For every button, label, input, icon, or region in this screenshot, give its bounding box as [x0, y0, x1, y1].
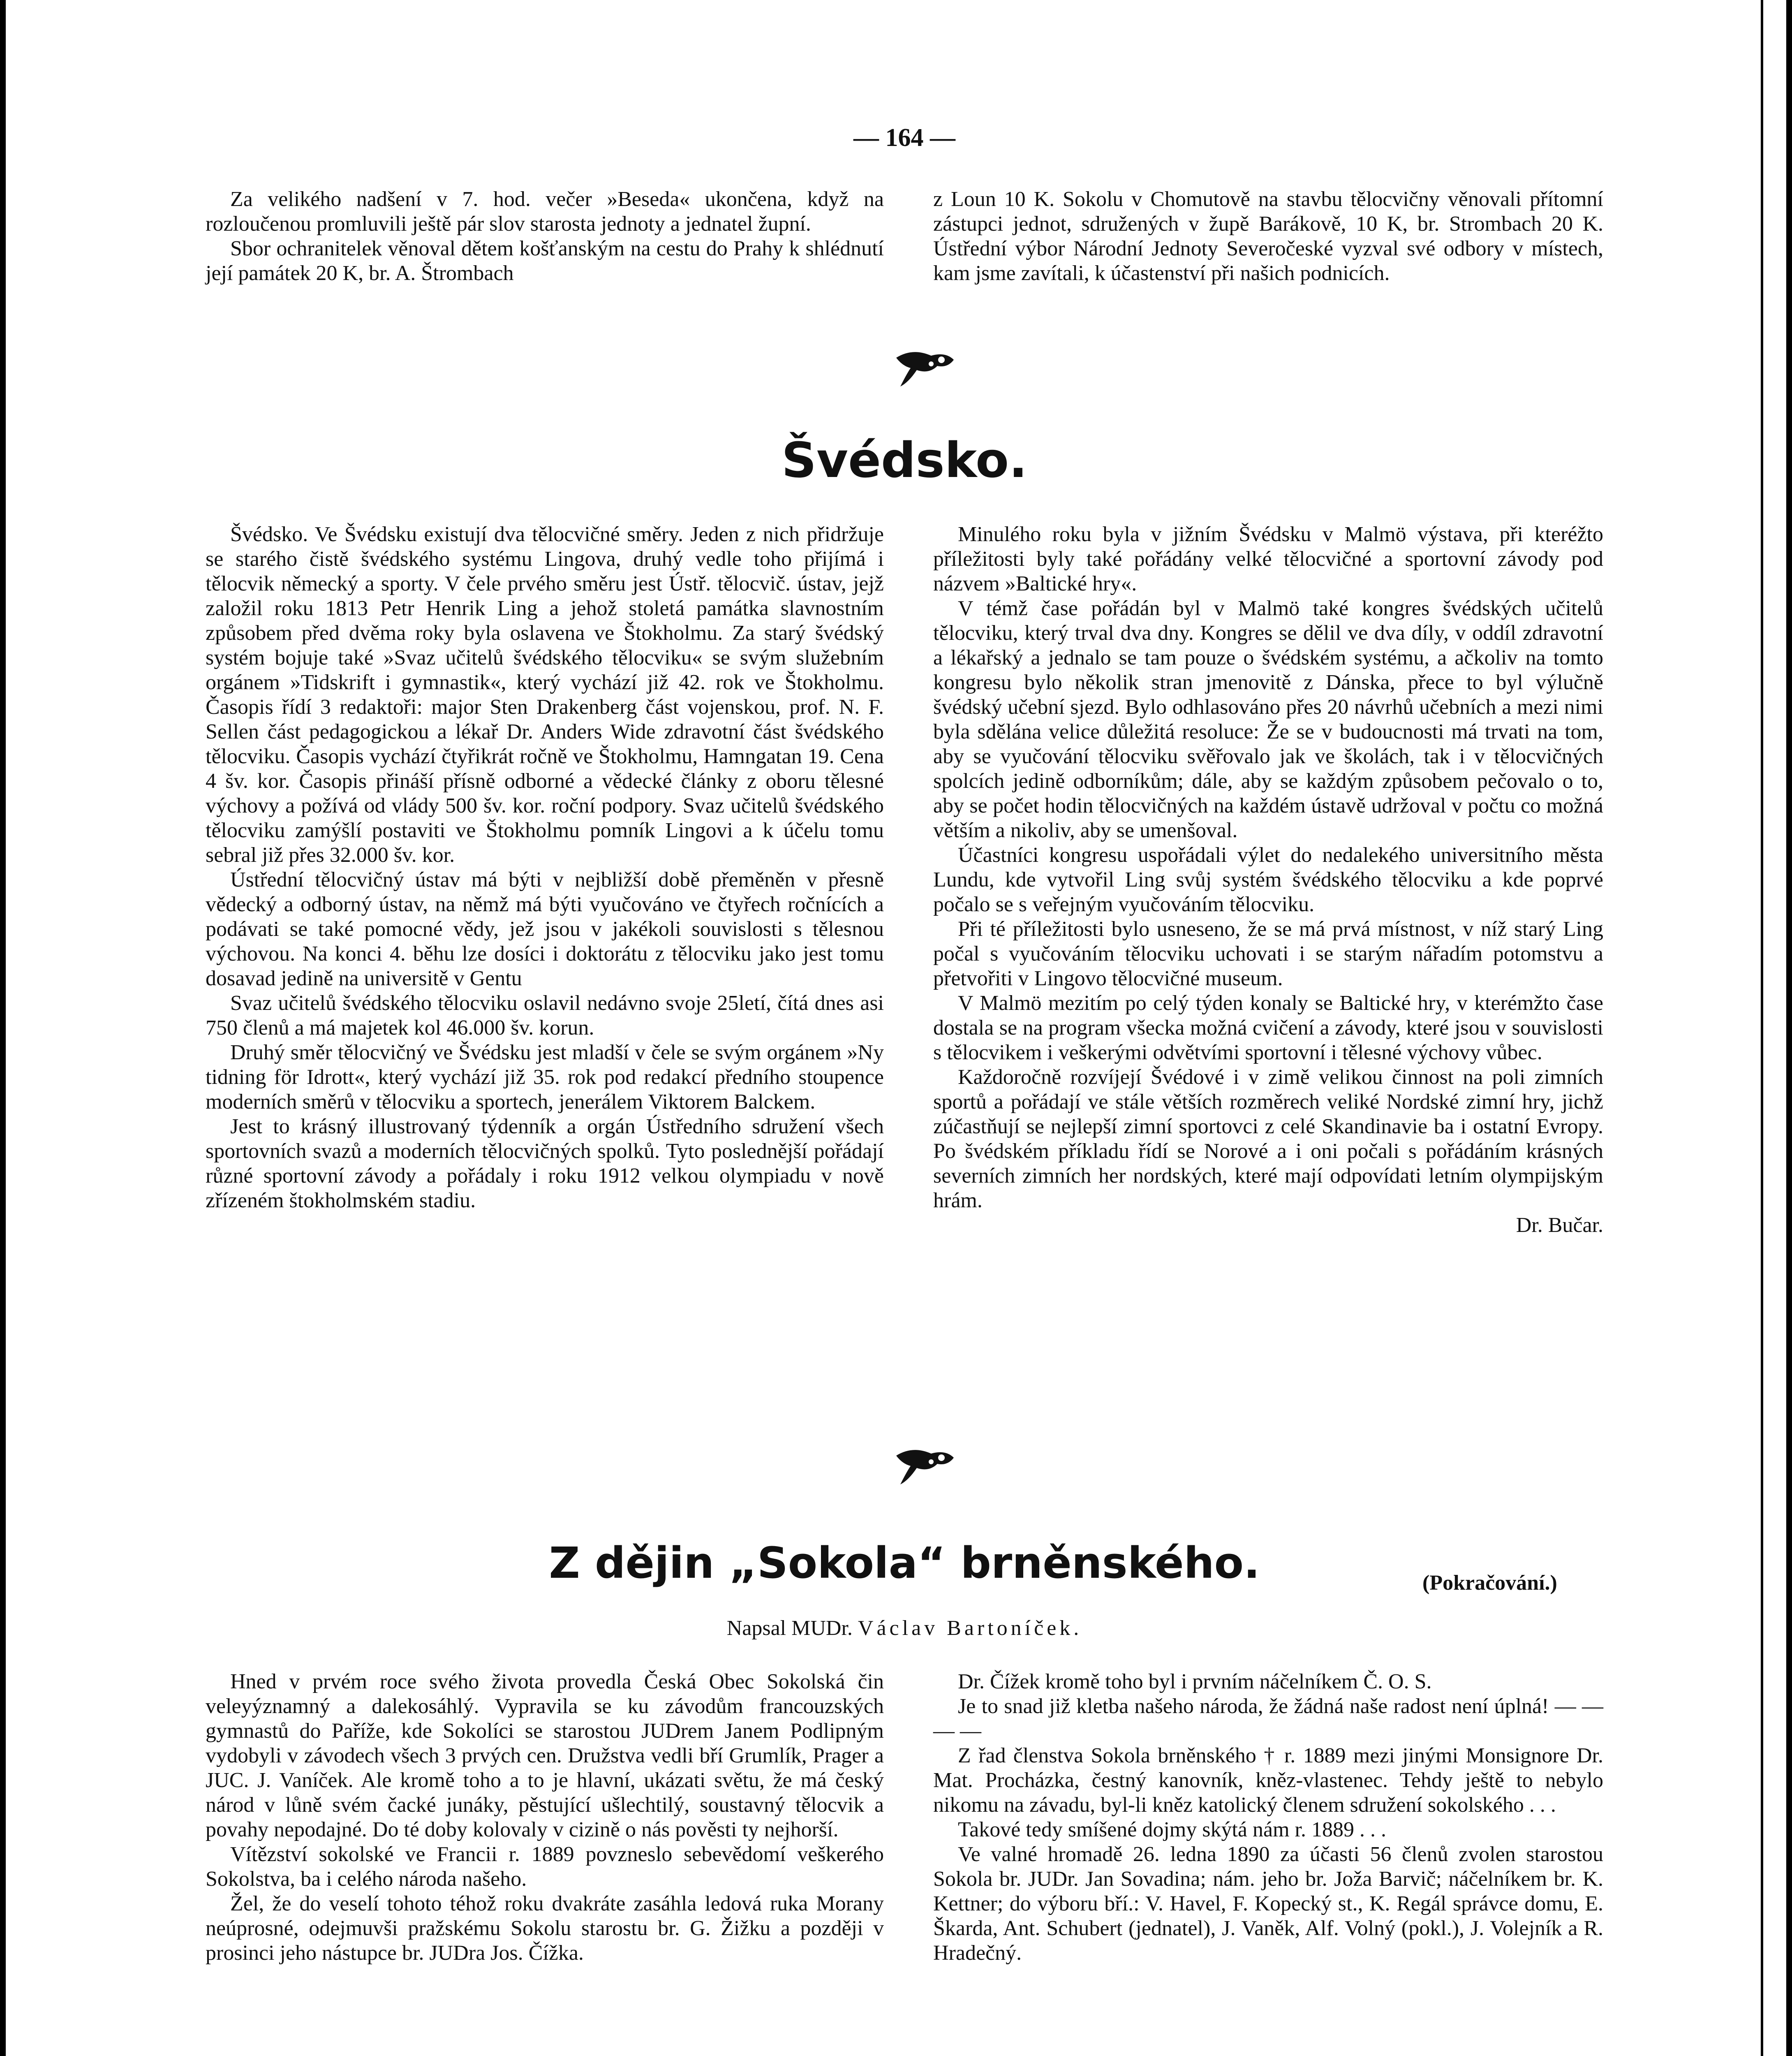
paragraph: Hned v prvém roce svého života provedla Česká Obec Sokolská čin veleyýznamný a dalekosáhlý. Vypravila se ku závodům francouzských gymnastů do Paříže, kde Sokolíci se starostou JUDrem Janem Podlipným vydobyli v závodech všech 3 prvých cen. Družstva vedli bří Grumlík, Prager a JUC. J. Vaníček. Ale kromě toho a to je hlavní, ukázati světu, že má český národ v lůně svém čacké junáky, pěstující ušlechtilý, soustavný tělocvik a povahy nepodajné. Do té doby kolovaly v cizině o nás pověsti ty nejhorší. [206, 1670, 884, 1841]
paragraph: Účastníci kongresu uspořádali výlet do nedalekého universitního města Lundu, kde vytvořil Ling svůj systém švédského tělocviku a kde poprvé počalo se s veřejným vyučováním tělocviku. [933, 843, 1603, 916]
sokol-ornament-icon [892, 1443, 958, 1489]
paragraph: Při té příležitosti bylo usneseno, že se má prvá místnost, v níž starý Ling počal s vyučováním tělocviku uchovati i se starým nářadím potomstvu a přetvořiti v Lingovo tělocvičné museum. [933, 917, 1603, 990]
paragraph: Dr. Čížek kromě toho byl i prvním náčelníkem Č. O. S. [958, 1670, 1432, 1693]
paragraph: Jest to krásný illustrovaný týdenník a orgán Ústředního sdružení všech sportovních svazů a moderních tělocvičných spolků. Tyto poslednější pořádají různé sportovní závody a pořádaly i roku 1912 velkou olympiadu v nově zřízeném štokholmském stadiu. [206, 1115, 884, 1212]
signature: Dr. Bučar. [1516, 1213, 1603, 1237]
paragraph: Každoročně rozvíjejí Švédové i v zimě velikou činnost na poli zimních sportů a pořádají ve stále větších rozměrech veliké Nordské zimní hry, jichž zúčastňují se nejlepší zimní sportovci z celé Skandinavie ba i ostatní Evropy. Po švédském příkladu řídí se Norové a i oni počali s pořádáním krásných severních zimních her nordských, které mají odpovídati letním olympijským hrám. [933, 1065, 1603, 1212]
paragraph: Švédsko. Ve Švédsku existují dva tělocvičné směry. Jeden z nich přidržuje se starého čistě švédského systému Lingova, druhý vedle toho přijímá i tělocvik německý a sporty. V čele prvého směru jest Ústř. tělocvič. ústav, jejž založil roku 1813 Petr Henrik Ling a jehož stoletá památka slavnostním způsobem před dvěma roky byla oslavena ve Štokholmu. Za starý švédský systém bojuje také »Svaz učitelů švédského tělocviku« se svým služebním orgánem »Tidskrift i gymnastik«, který vychází již 42. rok ve Štokholmu. Časopis řídí 3 redaktoři: major Sten Drakenberg část vojenskou, prof. N. F. Sellen část pedagogickou a lékař Dr. Anders Wide zdravotní část švédského tělocviku. Časopis vychází čtyřikrát ročně ve Štokholmu, Hamngatan 19. Cena 4 šv. kor. Časopis přináší přísně odborné a vědecké články z oboru tělesné výchovy a požívá od vlády 500 šv. kor. roční podpory. Svaz učitelů švédského tělocviku zamýšlí postaviti ve Štokholmu pomník Lingovi a k účelu tomu sebral již přes 32.000 šv. kor. [206, 523, 884, 867]
continued-note: (Pokračování.) [1422, 1571, 1557, 1595]
paragraph: Ve valné hromadě 26. ledna 1890 za účasti 56 členů zvolen starostou Sokola br. JUDr. Jan Sovadina; nám. jeho br. Joža Barvič; náčelníkem br. K. Kettner; do výboru bří.: V. Havel, F. Kopecký st., K. Regál správce domu, E. Škarda, Ant. Schubert (jednatel), J. Vaněk, Alf. Volný (pokl.), J. Volejník a R. Hradečný. [933, 1843, 1603, 1965]
paragraph: Svaz učitelů švédského tělocviku oslavil nedávno svoje 25letí, čítá dnes asi 750 členů a má majetek kol 46.000 šv. korun. [206, 991, 884, 1040]
paragraph: V témž čase pořádán byl v Malmö také kongres švédských učitelů tělocviku, který trval dva dny. Kongres se dělil ve dva díly, v oddíl zdravotní a lékařský a jednalo se tam pouze o švédském systému, a ačkoliv na tomto kongresu bylo několik stran jmenovitě z Dánska, přece to byl výlučně švédský učební sjezd. Bylo odhlasováno přes 20 návrhů učebních a mezi nimi byla sdělána velice důležitá resoluce: Že se v budoucnosti má trvati na tom, aby se vyučování tělocviku svěřovalo jak ve školách, tak i v tělocvičných spolcích jedině odborníkům; dále, aby se každým způsobem pečovalo o to, aby se počet hodin tělocvičných na každém ústavě udržoval v počtu co možná větším a nikoliv, aby se umenšoval. [933, 597, 1603, 842]
paragraph: Druhý směr tělocvičný ve Švédsku jest mladší v čele se svým orgánem »Ny tidning för Idrott«, který vychází již 35. rok pod redakcí předního stoupence moderních směrů v tělocviku a sportech, jenerálem Viktorem Balckem. [206, 1041, 884, 1114]
intro-right-column [933, 187, 1603, 286]
page-number: — 164 — [853, 124, 955, 152]
scan-border-left [0, 0, 6, 2056]
svedsko-left-column [206, 522, 884, 1213]
scan-border-right [1786, 0, 1792, 2056]
page [206, 0, 1603, 2056]
byline [206, 1616, 1603, 1640]
sokol-ornament-icon [892, 345, 958, 391]
paragraph: Minulého roku byla v jižním Švédsku v Malmö výstava, při kteréžto příležitosti byly také pořádány velké tělocvičné a sportovní závody pod názvem »Baltické hry«. [933, 523, 1603, 595]
paragraph: Vítězství sokolské ve Francii r. 1889 povzneslo sebevědomí veškerého Sokolstva, ba i celého národa našeho. [206, 1843, 884, 1891]
sokol-left-column [206, 1669, 884, 1966]
paragraph: Z řad členstva Sokola brněnského † r. 1889 mezi jinými Monsignore Dr. Mat. Procházka, čestný kanovník, kněz-vlastenec. Tehdy ještě to nebylo nikomu na závadu, byl-li kněz katolický členem sdružení sokolského . . . [933, 1744, 1603, 1817]
paragraph: Ústřední tělocvičný ústav má býti v nejbližší době přeměněn v přesně vědecký a odborný ústav, na němž má býti vyučováno ve čtyřech ročnících a podávati se také pomocné vědy, jež jsou v jakékoli souvislosti s tělesnou výchovou. Na konci 4. běhu lze dosíci i doktorátu z tělocviku jako jest tomu dosavad jedině na universitě v Gentu [206, 868, 884, 990]
sokol-right-column [933, 1669, 1603, 1966]
paragraph: Sbor ochranitelek věnoval dětem košťanským na cestu do Prahy k shlédnutí její památek 20 K, br. A. Štrombach [206, 237, 884, 285]
author-name: Václav Bartoníček. [858, 1616, 1082, 1640]
paragraph: V Malmö mezitím po celý týden konaly se Baltické hry, v kterémžto čase dostala se na program všecka možná cvičení a závody, které jsou v souvislosti s tělocvikem i veškerými odvětvími sportovní i tělesné výchovy vůbec. [933, 991, 1603, 1064]
paragraph: Takové tedy smíšené dojmy skýtá nám r. 1889 . . . [958, 1818, 1386, 1841]
scan-border-line [1761, 0, 1763, 2056]
paragraph: Je to snad již kletba našeho národa, že žádná naše radost není úplná! — — — — [933, 1695, 1603, 1743]
section-title-svedsko: Švédsko. [782, 432, 1027, 489]
byline-prefix: Napsal MUDr. [726, 1616, 853, 1640]
paragraph: z Loun 10 K. Sokolu v Chomutově na stavbu tělocvičny věnovali přítomní zástupci jednot, sdružených v župě Barákově, 10 K, br. Strombach 20 K. Ústřední výbor Národní Jednoty Severočeské vyzval své odbory v místech, kam jsme zavítali, k účastenství při našich podnicích. [933, 188, 1603, 285]
svedsko-right-column [933, 522, 1603, 1238]
paragraph: Za velikého nadšení v 7. hod. večer »Beseda« ukončena, když na rozloučenou promluvili ještě pár slov starosta jednoty a jednatel župní. [206, 188, 884, 236]
paragraph: Žel, že do veselí tohoto téhož roku dvakráte zasáhla ledová ruka Morany neúprosné, odejmuvši pražskému Sokolu starostu br. G. Žižku a později v prosinci jeho nástupce br. JUDra Jos. Čížka. [206, 1892, 884, 1965]
intro-left-column [206, 187, 884, 286]
section-title-sokol: Z dějin „Sokola“ brněnského. [549, 1538, 1260, 1588]
